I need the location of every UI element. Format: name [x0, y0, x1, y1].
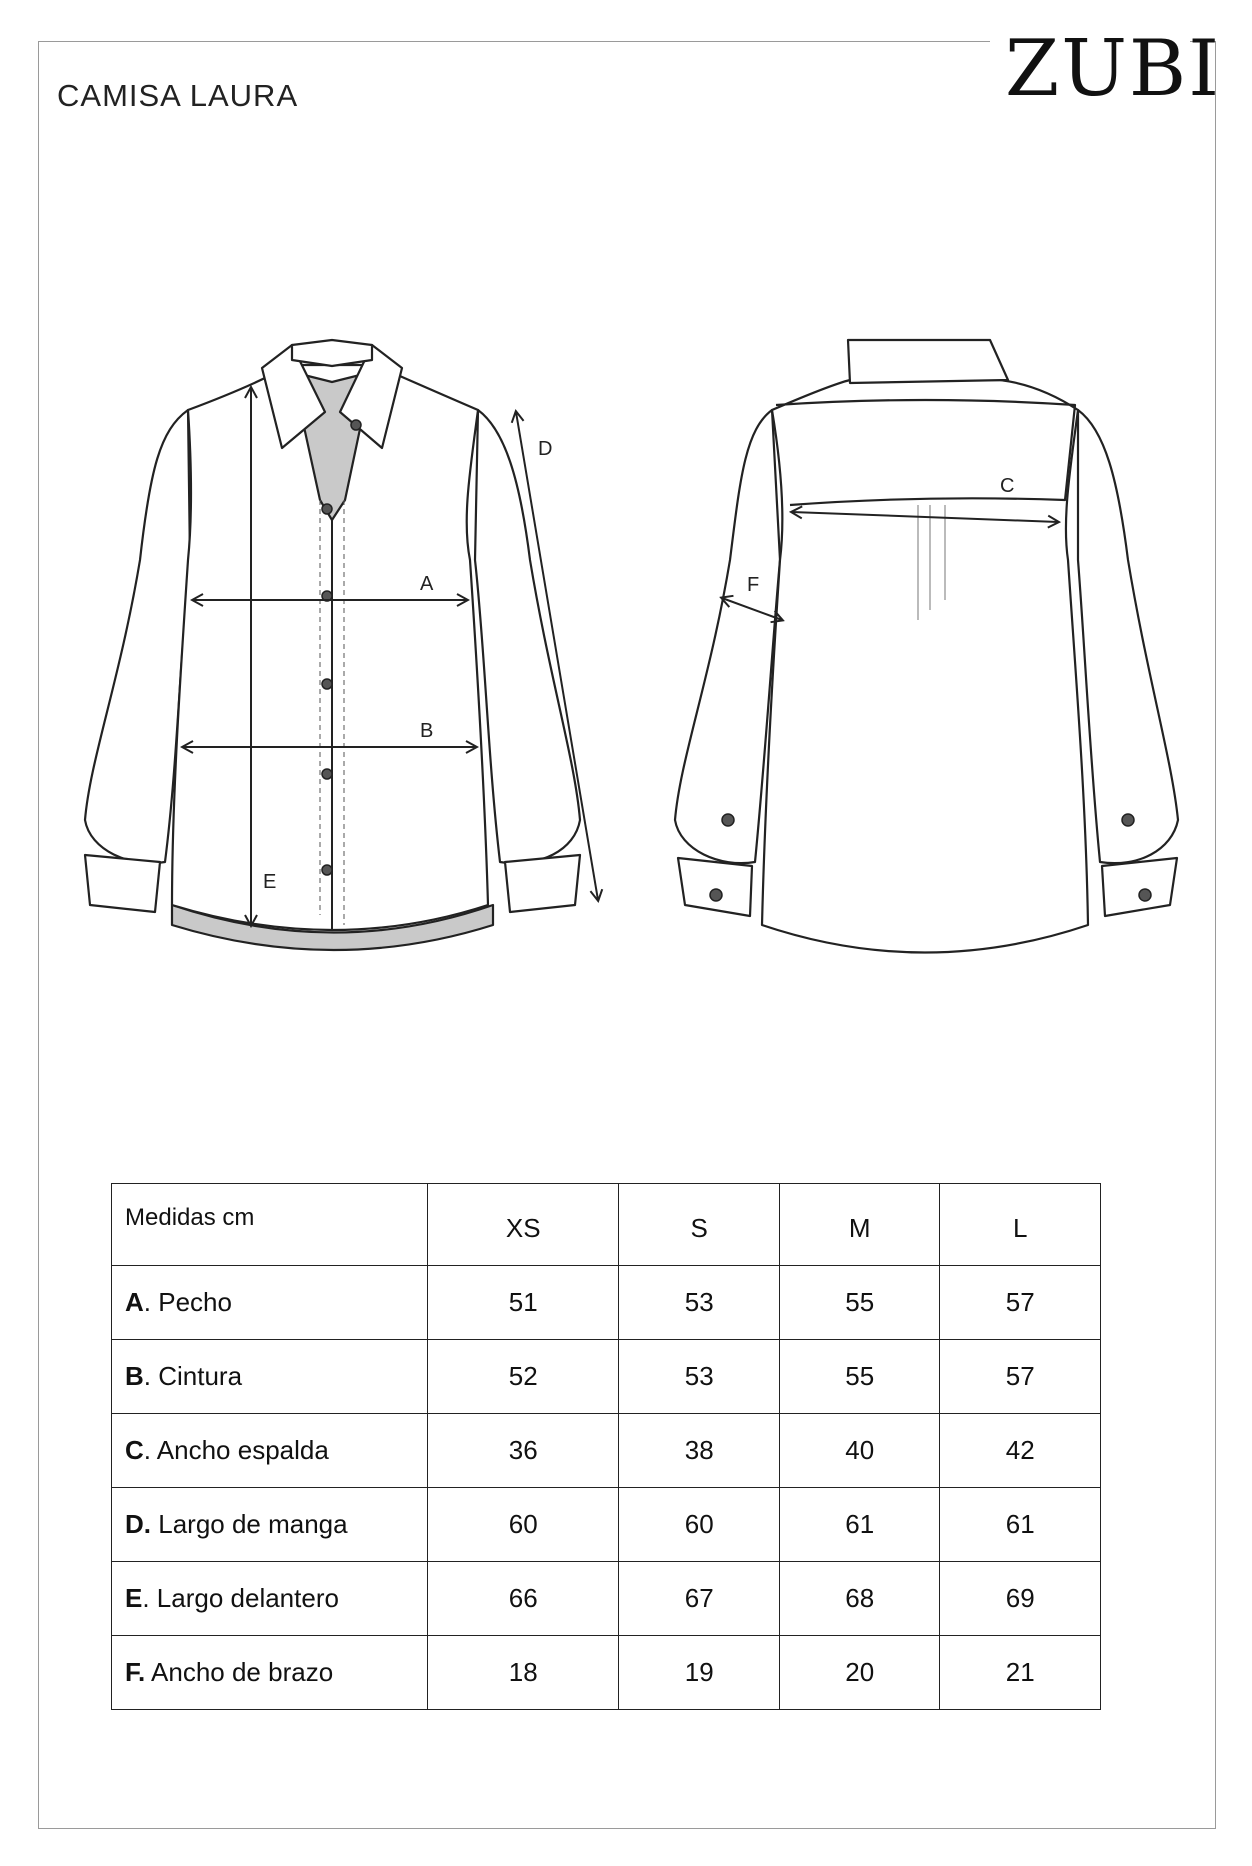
value-cell: 36	[428, 1414, 619, 1488]
value-cell: 66	[428, 1562, 619, 1636]
row-label: C. Ancho espalda	[112, 1414, 428, 1488]
measure-b-label: B	[420, 720, 434, 742]
measure-c-label: C	[1000, 475, 1015, 497]
brand-logo: ZUBI	[1005, 24, 1222, 114]
value-cell: 52	[428, 1340, 619, 1414]
measure-a-label: A	[420, 573, 434, 595]
front-left-cuff	[85, 855, 160, 912]
value-cell: 53	[619, 1266, 780, 1340]
size-s-header: S	[619, 1184, 780, 1266]
back-left-sleeve	[675, 410, 780, 863]
front-right-cuff	[505, 855, 580, 912]
value-cell: 42	[940, 1414, 1101, 1488]
value-cell: 20	[779, 1636, 940, 1710]
table-header-row	[112, 1184, 1101, 1266]
value-cell: 61	[940, 1488, 1101, 1562]
value-cell: 55	[779, 1266, 940, 1340]
row-label: B. Cintura	[112, 1340, 428, 1414]
value-cell: 57	[940, 1266, 1101, 1340]
table-row	[112, 1266, 1101, 1340]
back-right-cuff	[1102, 858, 1177, 916]
value-cell: 53	[619, 1340, 780, 1414]
table-row	[112, 1488, 1101, 1562]
product-title: CAMISA LAURA	[57, 78, 299, 113]
value-cell: 61	[779, 1488, 940, 1562]
measure-d-label: D	[538, 438, 553, 460]
value-cell: 40	[779, 1414, 940, 1488]
back-shirt-drawing	[675, 340, 1178, 953]
back-collar	[848, 340, 1008, 383]
row-label: F. Ancho de brazo	[112, 1636, 428, 1710]
front-shirt-drawing	[85, 340, 580, 950]
size-xs-header: XS	[428, 1184, 619, 1266]
value-cell: 60	[619, 1488, 780, 1562]
front-collar-band	[292, 340, 372, 366]
back-left-cuff	[678, 858, 752, 916]
value-cell: 67	[619, 1562, 780, 1636]
table-row	[112, 1414, 1101, 1488]
row-label: D. Largo de manga	[112, 1488, 428, 1562]
back-body	[762, 380, 1088, 953]
back-right-sleeve	[1078, 410, 1178, 863]
row-label: E. Largo delantero	[112, 1562, 428, 1636]
row-label: A. Pecho	[112, 1266, 428, 1340]
value-cell: 57	[940, 1340, 1101, 1414]
table-row	[112, 1562, 1101, 1636]
size-l-header: L	[940, 1184, 1101, 1266]
size-m-header: M	[779, 1184, 940, 1266]
measure-e-label: E	[263, 871, 277, 893]
table-row	[112, 1340, 1101, 1414]
value-cell: 18	[428, 1636, 619, 1710]
value-cell: 68	[779, 1562, 940, 1636]
value-cell: 19	[619, 1636, 780, 1710]
value-cell: 60	[428, 1488, 619, 1562]
table-row	[112, 1636, 1101, 1710]
value-cell: 38	[619, 1414, 780, 1488]
table-header-label: Medidas cm	[112, 1184, 428, 1266]
value-cell: 55	[779, 1340, 940, 1414]
value-cell: 21	[940, 1636, 1101, 1710]
size-chart-table	[111, 1183, 1101, 1710]
measure-f-label: F	[747, 574, 760, 596]
value-cell: 69	[940, 1562, 1101, 1636]
value-cell: 51	[428, 1266, 619, 1340]
